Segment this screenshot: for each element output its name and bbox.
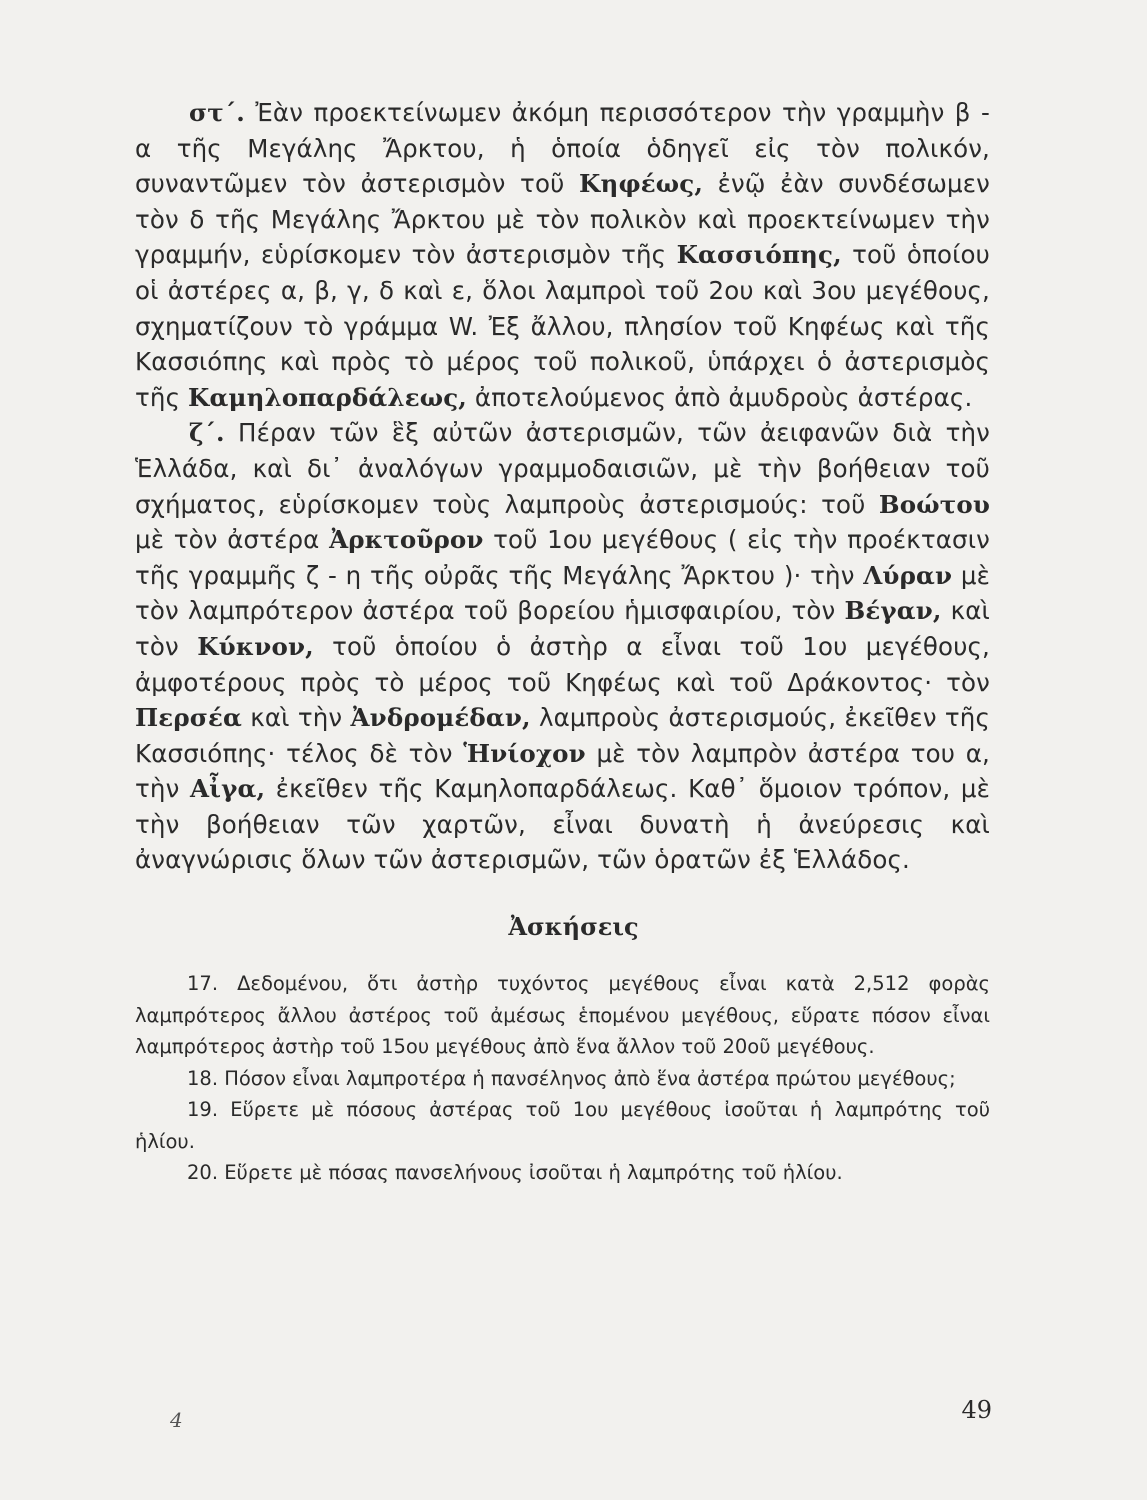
exercise-item: 18. Πόσον εἶναι λαμπροτέρα ἡ πανσέληνος ἀπὸ ἕνα ἀστέρα πρώτου μεγέθους; bbox=[187, 1066, 956, 1090]
text-run: τοῦ ὁποίου οἱ ἀστέρες α, β, γ, δ καὶ ε, ὅλοι λαμπροὶ τοῦ 2ου καὶ 3ου μεγέθους, σχηματίζουν τὸ γράμμα W. Ἐξ ἄλλου, πλησίον τοῦ Κηφέως καὶ τῆς Κασσιόπης καὶ πρὸς τὸ μέρος τοῦ πολικοῦ, ὑπάρχει ὁ ἀστερισμὸς τῆς bbox=[135, 240, 990, 412]
text-run: λαμπροὺς ἀστερισμούς, ἐκεῖθεν τῆς Κασσιόπης· τέλος δὲ τὸν bbox=[135, 703, 990, 768]
main-text bbox=[135, 95, 990, 878]
paragraph-st bbox=[135, 95, 990, 415]
exercises-heading: Ἀσκήσεις bbox=[508, 912, 639, 941]
text-run: μὲ τὸν λαμπρότερον ἀστέρα τοῦ βορείου ἡμισφαιρίου, τὸν bbox=[135, 560, 990, 626]
constellation-name: Κύκνον, bbox=[197, 631, 314, 661]
text-run: μὲ τὸν λαμπρὸν ἀστέρα του α, τὴν bbox=[135, 738, 990, 804]
star-name: Ἀρκτοῦρον bbox=[329, 525, 484, 555]
text-run: τοῦ ὁποίου ὁ ἀστὴρ α εἶναι τοῦ 1ου μεγέθους, ἀμφοτέρους πρὸς τὸ μέρος τοῦ Κηφέως καὶ τοῦ Δράκοντος· τὸν bbox=[135, 631, 990, 697]
star-name: Βέγαν, bbox=[844, 596, 942, 626]
exercise-item: 17. Δεδομένου, ὅτι ἀστὴρ τυχόντος μεγέθους εἶναι κατὰ 2,512 φορὰς λαμπρότερος ἄλλου ἀστέρος τοῦ ἀμέσως ἑπομένου μεγέθους, εὕρατε πόσον εἶναι λαμπρότερος ἀστὴρ τοῦ 15ου μεγέθους ἀπὸ ἕνα ἄλλον τοῦ 20οῦ μεγέθους. bbox=[135, 972, 990, 1058]
constellation-name: Ἡνίοχον bbox=[463, 738, 586, 768]
constellation-name: Κηφέως, bbox=[579, 169, 704, 199]
text-run: ἀποτελούμενος ἀπὸ ἀμυδροὺς ἀστέρας. bbox=[466, 382, 973, 412]
text-run: Πέραν τῶν ἓξ αὐτῶν ἀστερισμῶν, τῶν ἀειφανῶν διὰ τὴν Ἑλλάδα, καὶ δι᾿ ἀναλόγων γραμμοδαισιῶν, μὲ τὴν βοήθειαν τοῦ σχήματος, εὑρίσκομεν τοὺς λαμπροὺς ἀστερισμούς: τοῦ bbox=[135, 418, 990, 519]
constellation-name: Ἀνδρομέδαν, bbox=[350, 703, 531, 733]
star-name: Αἶγα, bbox=[190, 774, 266, 804]
signature-mark: 4 bbox=[170, 1408, 183, 1432]
constellation-name: Κασσιόπης, bbox=[676, 240, 842, 270]
constellation-name: Βοώτου bbox=[878, 489, 990, 519]
constellation-name: Καμηλοπαρδάλεως, bbox=[188, 382, 467, 412]
exercise-item: 19. Εὕρετε μὲ πόσους ἀστέρας τοῦ 1ου μεγέθους ἰσοῦται ἡ λαμπρότης τοῦ ἡλίου. bbox=[135, 1098, 990, 1153]
text-run: μὲ τὸν ἀστέρα bbox=[135, 525, 330, 555]
section-marker: ζ΄. bbox=[189, 418, 225, 448]
exercise-item: 20. Εὕρετε μὲ πόσας πανσελήνους ἰσοῦται ἡ λαμπρότης τοῦ ἡλίου. bbox=[187, 1161, 843, 1184]
paragraph-z bbox=[135, 415, 990, 878]
constellation-name: Περσέα bbox=[135, 703, 243, 733]
text-run: καὶ τὴν bbox=[242, 703, 351, 733]
page-number: 49 bbox=[961, 1396, 992, 1424]
text-run: Ἐὰν προεκτείνωμεν ἀκόμη περισσότερον τὴν γραμμὴν β - α τῆς Μεγάλης Ἄρκτου, ἡ ὁποία ὁδηγεῖ εἰς τὸν πολικόν, συναντῶμεν τὸν ἀστερισμὸν τοῦ bbox=[135, 98, 990, 199]
text-run: καὶ τὸν bbox=[135, 596, 990, 661]
section-marker: στ΄. bbox=[189, 98, 245, 127]
constellation-name: Λύραν bbox=[863, 560, 953, 590]
exercises-list bbox=[135, 968, 990, 1189]
text-run: ἐνῷ ἐὰν συνδέσωμεν τὸν δ τῆς Μεγάλης Ἄρκτου μὲ τὸν πολικὸν καὶ προεκτείνωμεν τὴν γραμμήν, εὑρίσκομεν τὸν ἀστερισμὸν τῆς bbox=[135, 169, 990, 270]
text-run: τοῦ 1ου μεγέθους ( εἰς τὴν προέκτασιν τῆς γραμμῆς ζ - η τῆς οὐρᾶς τῆς Μεγάλης Ἄρκτου )· τὴν bbox=[135, 525, 990, 590]
text-run: ἐκεῖθεν τῆς Καμηλοπαρδάλεως. Καθ᾿ ὅμοιον τρόπον, μὲ τὴν βοήθειαν τῶν χαρτῶν, εἶναι δυνατὴ ἡ ἀνεύρεσις καὶ ἀναγνώρισις ὅλων τῶν ἀστερισμῶν, τῶν ὁρατῶν ἐξ Ἑλλάδος. bbox=[135, 774, 991, 875]
